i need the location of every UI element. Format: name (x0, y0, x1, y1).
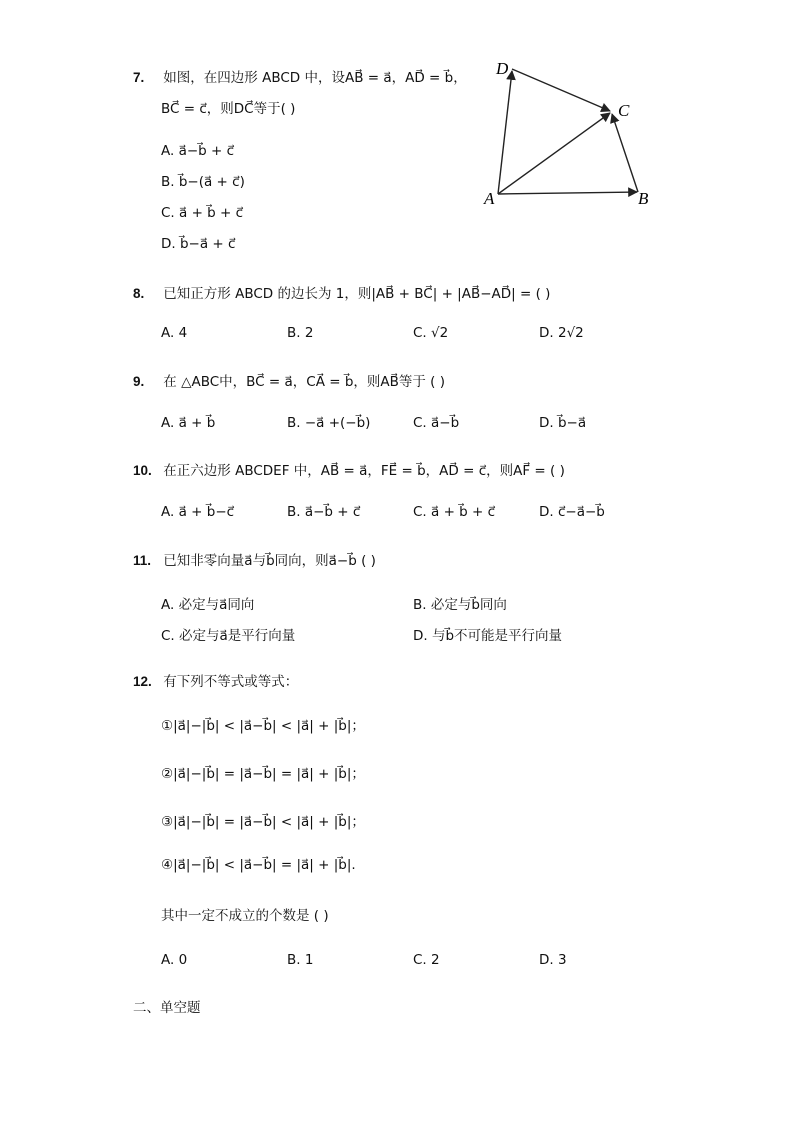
option-a: A. 0 (161, 952, 188, 968)
question-number: 11. (133, 553, 152, 568)
question-number: 7. (133, 70, 145, 85)
option-d: D. 3 (539, 952, 567, 968)
option-c: C. 必定与a⃗是平行向量 (161, 628, 296, 644)
label-d: D (496, 59, 509, 78)
question-stem: 如图，在四边形 ABCD 中，设AB⃗ = a⃗，AD⃗ = b⃗， (163, 70, 467, 86)
option-d: D. 与b⃗不可能是平行向量 (413, 628, 563, 644)
label-b: B (638, 189, 649, 208)
question-stem: 有下列不等式或等式： (163, 674, 299, 690)
question-number: 10. (133, 463, 152, 478)
question-number: 12. (133, 674, 152, 689)
option-c: C. √2 (413, 325, 449, 341)
statement-2: ②|a⃗|−|b⃗| = |a⃗−b⃗| = |a⃗| + |b⃗|； (161, 766, 365, 782)
option-c: C. a⃗ + b⃗ + c⃗ (161, 205, 244, 221)
vector-ac (498, 113, 610, 194)
statement-4: ④|a⃗|−|b⃗| < |a⃗−b⃗| = |a⃗| + |b⃗|. (161, 857, 356, 873)
option-a: A. 必定与a⃗同向 (161, 597, 255, 613)
option-b: B. b⃗−(a⃗ + c⃗) (161, 174, 245, 190)
vector-ad (498, 71, 512, 194)
statement-3: ③|a⃗|−|b⃗| = |a⃗−b⃗| < |a⃗| + |b⃗|； (161, 814, 365, 830)
option-b: B. 2 (287, 325, 314, 341)
option-b: B. −a⃗ +(−b⃗) (287, 415, 371, 431)
question-7-stem-line2: BC⃗ = c⃗，则DC⃗等于( ) (161, 101, 296, 117)
option-a: A. a⃗ + b⃗−c⃗ (161, 504, 235, 520)
option-d: D. b⃗−a⃗ (539, 415, 587, 431)
question-10 (133, 459, 565, 479)
option-b: B. 1 (287, 952, 314, 968)
option-d: D. b⃗−a⃗ + c⃗ (161, 236, 236, 252)
label-c: C (618, 101, 630, 120)
question-9 (133, 370, 445, 390)
vector-ab (498, 192, 637, 194)
question-8 (133, 282, 550, 302)
option-a: A. a⃗−b⃗ + c⃗ (161, 143, 235, 159)
question-11 (133, 549, 376, 569)
option-c: C. a⃗−b⃗ (413, 415, 460, 431)
option-b: B. 必定与b⃗同向 (413, 597, 507, 613)
option-a: A. a⃗ + b⃗ (161, 415, 216, 431)
option-c: C. 2 (413, 952, 440, 968)
option-a: A. 4 (161, 325, 188, 341)
question-stem: 已知非零向量a⃗与b⃗同向，则a⃗−b⃗ ( ) (163, 553, 376, 569)
option-b: B. a⃗−b⃗ + c⃗ (287, 504, 361, 520)
vector-dc (512, 69, 610, 111)
statement-1: ①|a⃗|−|b⃗| < |a⃗−b⃗| < |a⃗| + |b⃗|； (161, 718, 365, 734)
question-stem: 已知正方形 ABCD 的边长为 1，则|AB⃗ + BC⃗| + |AB⃗−AD⃗| = ( ) (163, 286, 551, 302)
question-stem: 在正六边形 ABCDEF 中，AB⃗ = a⃗，FE⃗ = b⃗，AD⃗ = c⃗，则AF⃗ = ( ) (163, 463, 565, 479)
question-12 (133, 670, 298, 690)
question-12-prompt: 其中一定不成立的个数是 ( ) (161, 908, 329, 924)
quadrilateral-figure (478, 54, 678, 214)
option-d: D. 2√2 (539, 325, 584, 341)
label-a: A (484, 189, 495, 208)
question-7 (133, 66, 467, 86)
question-number: 8. (133, 286, 145, 301)
section-title: 二、单空题 (133, 1000, 201, 1016)
option-c: C. a⃗ + b⃗ + c⃗ (413, 504, 496, 520)
option-d: D. c⃗−a⃗−b⃗ (539, 504, 605, 520)
question-stem: 在 △ABC中，BC⃗ = a⃗，CA⃗ = b⃗，则AB⃗等于 ( ) (163, 374, 446, 390)
vector-bc (612, 114, 638, 192)
question-number: 9. (133, 374, 145, 389)
